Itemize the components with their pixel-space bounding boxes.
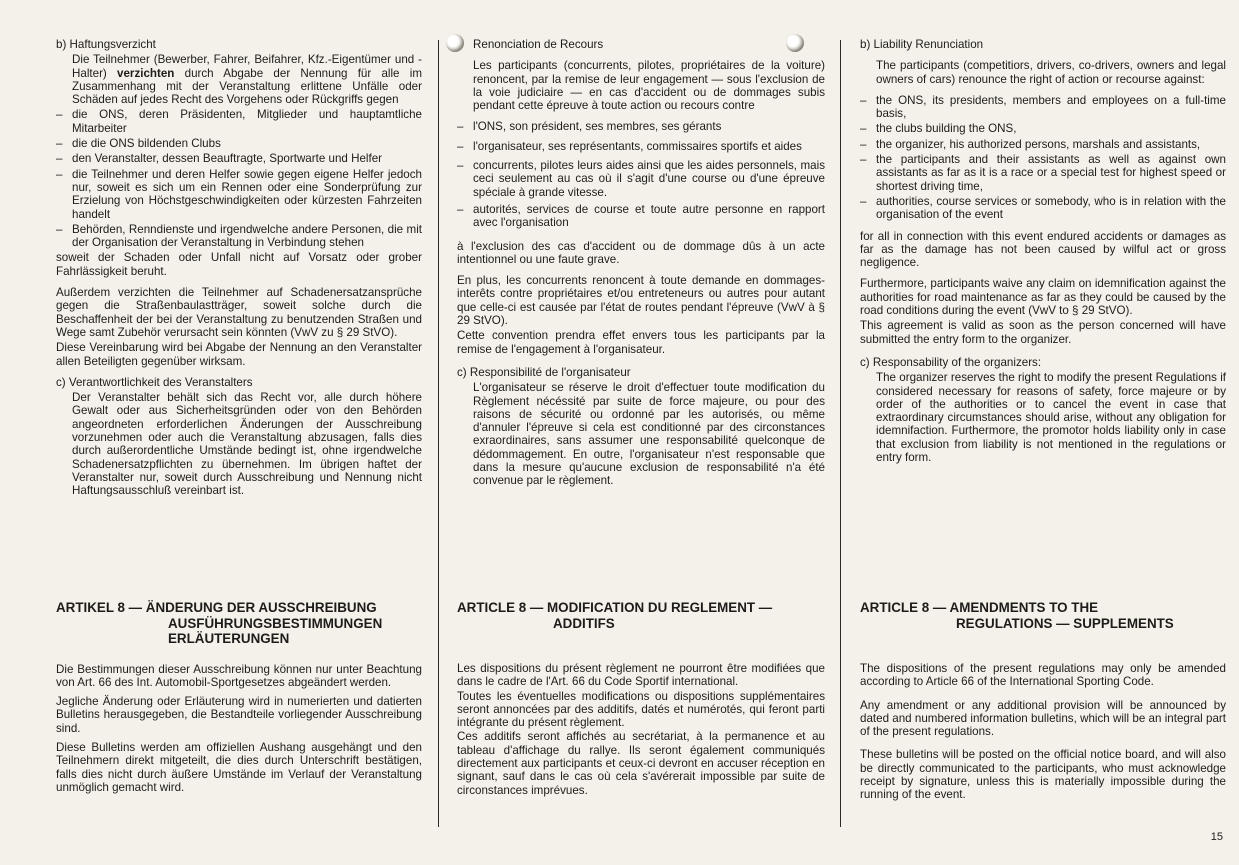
paragraph: The organizer reserves the right to modify the present Regulations if considered necessary for reasons of safety, force majeure or by order of the authorities or to cancel the event in case that extraordinary circumstances should arise, without any obligation for idemnifaction. Furthermore, the promotor holds liability only in case that exclusion from liability is not mentioned in the regulations or entry form. (876, 371, 1226, 465)
paragraph: Furthermore, participants waive any claim on idemnification against the authorities for road maintenance as far as they could be caused by the road conditions during the event (VwV to § 29 StVO). (860, 277, 1226, 318)
section-heading: c) Verantwortlichkeit des Veranstalters (56, 375, 253, 389)
title-line: ARTICLE 8 — MODIFICATION DU REGLEMENT — (457, 600, 773, 615)
list-item: – the clubs building the ONS, (860, 122, 1226, 135)
dash-list (56, 108, 422, 249)
german-column (56, 38, 422, 500)
paragraph: Any amendment or any additional provision will be announced by dated and numbered information bulletins, which will be an integral part of the present regulations. (860, 698, 1226, 739)
section-heading: c) Responsability of the organizers: (860, 355, 1042, 369)
dash-list (860, 94, 1226, 222)
list-item: – the participants and their assistants as well as against own assistants as far as it is a race or a special test for highest speed or shortest driving time, (860, 153, 1226, 193)
paragraph: Diese Bulletins werden am offiziellen Aushang ausgehängt und den Teilnehmern direkt mitgeteilt, die dies durch Unterschrift bestätigen, falls dies nicht durch äußere Umstände im Verlauf der Veranstaltung unmöglich gemacht wird. (56, 740, 422, 794)
paragraph: This agreement is valid as soon as the person concerned will have submitted the entry form to the organizer. (860, 319, 1226, 346)
section-heading: b) Haftungsverzicht (56, 38, 156, 51)
list-item: – the organizer, his authorized persons, marshals and assistants, (860, 138, 1226, 151)
paragraph: Les participants (concurrents, pilotes, propriétaires de la voiture) renoncent, par la remise de leur engagement — sous l'exclusion de la voie judiciaire — en cas d'accident ou de dommages subis pendant cette épreuve à toute action ou recours contre (473, 59, 825, 113)
paragraph: Die Bestimmungen dieser Ausschreibung können nur unter Beachtung von Art. 66 des Int. Automobil-Sportgesetzes abgeändert werden. (56, 662, 422, 689)
paragraph: Der Veranstalter behält sich das Recht vor, alle durch höhere Gewalt oder aus Sicherheitsgründen oder von den Behörden angeordneten erforderlichen Änderungen der Ausschreibung vorzunehmen oder auch die Veranstaltung abzusagen, falls dies durch außerordentliche Umstände bedingt ist, ohne irgendwelche Schadenersatzpflichten zu übernehmen. Im übrigen haftet der Veranstalter nur, soweit durch Ausschreibung und Nennung nicht Haftungsausschluß vereinbart ist. (72, 391, 422, 498)
bold-text: verzichten (117, 66, 175, 80)
french-article-8 (457, 600, 825, 803)
text-span: Die Teilnehmer (Bewerber, Fahrer, Beifahrer, Kfz.-Eigentümer und -Halter) (72, 53, 422, 80)
paragraph: for all in connection with this event endured accidents or damages as far as the damage has not been caused by wilful act or gross negligence. (860, 229, 1226, 270)
title-line: AUSFÜHRUNGSBESTIMMUNGEN (168, 615, 383, 631)
column-divider (840, 40, 841, 827)
paragraph: Ces additifs seront affichés au secrétariat, à la permanence et au tableau d'affichage du rallye. Ils seront également communiqués directement aux participants et ceux-ci devront en accuser réception en signant, sauf dans le cas où cela s'avérerait impossible par suite de circonstances imprévues. (457, 730, 825, 797)
paragraph: à l'exclusion des cas d'accident ou de dommage dûs à un acte intentionnel ou une faute grave. (457, 239, 825, 266)
paragraph: Diese Vereinbarung wird bei Abgabe der Nennung an den Veranstalter allen Beteiligten gegenüber wirksam. (56, 341, 422, 368)
paragraph: The participants (competitiors, drivers, co-drivers, owners and legal owners of cars) renounce the right of action or recourse against: (876, 59, 1226, 86)
english-article-8 (860, 600, 1226, 808)
paragraph: Les dispositions du présent règlement ne pourront être modifiées que dans le cadre de l'Art. 66 du Code Sportif international. (457, 662, 825, 689)
paragraph: Außerdem verzichten die Teilnehmer auf Schadenersatzansprüche gegen die Straßenbaulastträger, soweit solche durch die Beschaffenheit der bei der Veranstaltung zu benutzenden Straßen und Wege samt Zubehör verursacht sein könnten (VwV zu § 29 StVO). (56, 286, 422, 339)
list-item: – autorités, services de course et toute autre personne en rapport avec l'organisation (457, 203, 825, 230)
article-title (457, 600, 825, 631)
english-column (860, 38, 1226, 466)
paragraph: L'organisateur se réserve le droit d'effectuer toute modification du Règlement nécéssité par suite de force majeure, ou pour des raisons de sécurité ou ordonné par les autorisés, ou même d'annuler l'épreuve si cela est conditionné par des circonstances exraordinaires, sans assumer une responsabilité quelconque de dédommagement. En outre, l'organisateur n'est responsable que dans la mesure qu'aucune exclusion de responsabilité n'a été convenue par le règlement. (473, 381, 825, 488)
dash-list (457, 120, 825, 229)
section-heading: b) Liability Renunciation (860, 38, 984, 51)
title-line: REGULATIONS — SUPPLEMENTS (956, 615, 1174, 631)
paragraph: Jegliche Änderung oder Erläuterung wird in numerierten und datierten Bulletins herausgegeben, die Bestandteile vorliegender Ausschreibung sind. (56, 695, 422, 735)
page-number: 15 (1210, 831, 1223, 843)
paragraph: These bulletins will be posted on the official notice board, and will also be directly communicated to the participants, who must acknowledge receipt by signature, unless this is materially impossible during the running of the event. (860, 748, 1226, 802)
list-item: – authorities, course services or somebody, who is in relation with the organisation of the event (860, 195, 1226, 222)
german-article-8 (56, 600, 422, 800)
section-heading: Renonciation de Recours (473, 38, 604, 51)
article-title (56, 600, 422, 647)
french-column (457, 38, 825, 490)
title-line: ARTIKEL 8 — ÄNDERUNG DER AUSSCHREIBUNG (56, 600, 377, 615)
list-item: – l'organisateur, ses représentants, commissaires sportifs et aides (457, 140, 825, 153)
text-span: durch Abgabe der Nennung für alle im Zusammenhang mit der Veranstaltung erlittene Unfälle oder Schäden auf jedes Recht des Vorgehens oder Rückgriffs gegen (72, 66, 422, 107)
list-item: – concurrents, pilotes leurs aides ainsi que les aides personnels, mais ceci seulement au cas où il s'agit d'une course ou d'une épreuve spéciale à grande vitesse. (457, 159, 825, 199)
title-line: ERLÄUTERUNGEN (168, 631, 290, 646)
column-divider (438, 40, 439, 827)
list-item: – die Teilnehmer und deren Helfer sowie gegen eigene Helfer jedoch nur, soweit es sich um ein Rennen oder eine Sonderprüfung zur Erzielung von Höchstgeschwindigkeiten oder kürzesten Fahrzeiten handelt (56, 168, 422, 221)
paragraph: Cette convention prendra effet envers tous les participants par la remise de l'engagement à l'organisateur. (457, 329, 825, 356)
section-heading: c) Responsibilité de l'organisateur (457, 365, 631, 379)
list-item: – Behörden, Renndienste und irgendwelche andere Personen, die mit der Organisation der Veranstaltung in Verbindung stehen (56, 223, 422, 250)
paragraph: soweit der Schaden oder Unfall nicht auf Vorsatz oder grober Fahrlässigkeit beruht. (56, 251, 422, 278)
title-line: ARTICLE 8 — AMENDMENTS TO THE (860, 600, 1099, 615)
list-item: – die ONS, deren Präsidenten, Mitglieder und hauptamtliche Mitarbeiter (56, 108, 422, 135)
list-item: – the ONS, its presidents, members and employees on a full-time basis, (860, 94, 1226, 121)
paragraph: The dispositions of the present regulations may only be amended according to Article 66 of the International Sporting Code. (860, 662, 1226, 689)
paragraph: En plus, les concurrents renoncent à toute demande en dommages-interêts contre propriétaires et/ou entreteneurs ou autres pour autant que celle-ci est causée par l'état de routes pendant l'épreuve (VwV à § 29 StVO). (457, 274, 825, 328)
list-item: – l'ONS, son président, ses membres, ses gérants (457, 120, 825, 133)
article-title (860, 600, 1226, 631)
paragraph: Toutes les éventuelles modifications ou dispositions supplémentaires seront annoncées par des additifs, datés et numérotés, qui feront parti intégrante du présent règlement. (457, 689, 825, 730)
paragraph (56, 53, 422, 106)
list-item: – die die ONS bildenden Clubs (56, 137, 422, 150)
title-line: ADDITIFS (553, 615, 615, 631)
list-item: – den Veranstalter, dessen Beauftragte, Sportwarte und Helfer (56, 152, 422, 165)
